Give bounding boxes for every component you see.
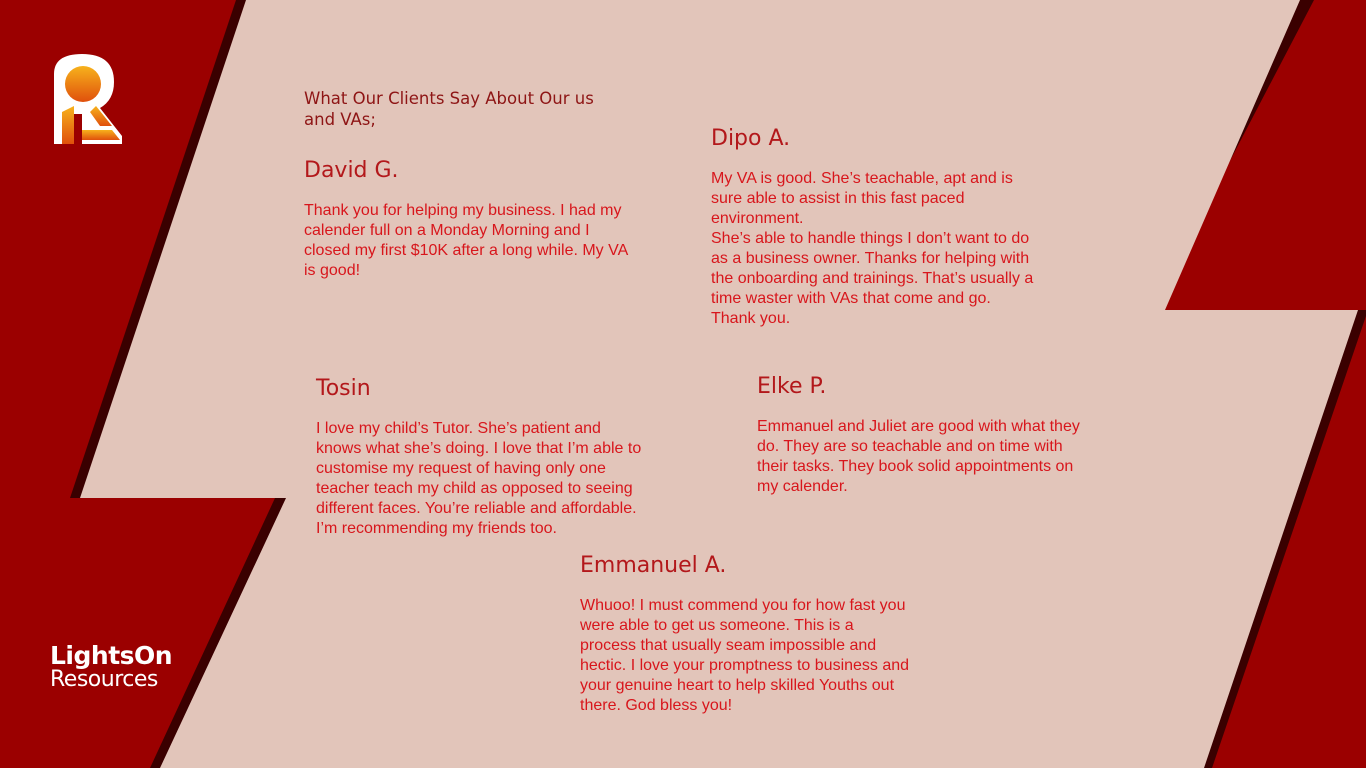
brand-line2: Resources bbox=[50, 667, 158, 692]
testimonial-name: Elke P. bbox=[757, 374, 827, 399]
lightson-logo bbox=[52, 52, 124, 151]
testimonial-name: David G. bbox=[304, 158, 399, 183]
intro-line2: and VAs; bbox=[304, 110, 376, 129]
testimonial-tosin bbox=[316, 375, 696, 539]
testimonial-elke bbox=[757, 373, 1137, 497]
testimonial-name: Tosin bbox=[316, 376, 371, 401]
testimonial-quote: I love my child’s Tutor. She’s patient and knows what she’s doing. I love that I’m able to customise my request of having only one teacher teach my child as opposed to seeing different faces. You’re reliable and affordable. I’m recommending my friends too. bbox=[316, 420, 642, 537]
testimonial-name: Dipo A. bbox=[711, 126, 791, 151]
intro-line1: What Our Clients Say About Our us bbox=[304, 89, 594, 108]
testimonial-quote: My VA is good. She’s teachable, apt and is sure able to assist in this fast paced environment. She’s able to handle things I don’t want to do as a business owner. Thanks for helping with the onboarding and trainings. That’s usually a time waster with VAs that come and go. Thank you. bbox=[711, 170, 1034, 327]
testimonial-quote: Whuoo! I must commend you for how fast you were able to get us someone. This is a process that usually seam impossible and hectic. I love your promptness to business and your genuine heart to help skilled Youths out there. God bless you! bbox=[580, 597, 910, 714]
testimonial-name: Emmanuel A. bbox=[580, 553, 727, 578]
brand-wordmark bbox=[50, 641, 173, 692]
testimonial-david bbox=[304, 157, 684, 281]
testimonial-quote: Emmanuel and Juliet are good with what they do. They are so teachable and on time with their tasks. They book solid appointments on my calender. bbox=[757, 418, 1080, 495]
testimonial-emmanuel bbox=[580, 552, 960, 716]
section-intro bbox=[304, 88, 644, 130]
brand-line1: LightsOn bbox=[50, 641, 173, 670]
testimonial-quote: Thank you for helping my business. I had my calender full on a Monday Morning and I closed my first $10K after a long while. My VA is good! bbox=[304, 202, 629, 279]
testimonial-dipo bbox=[711, 125, 1091, 329]
